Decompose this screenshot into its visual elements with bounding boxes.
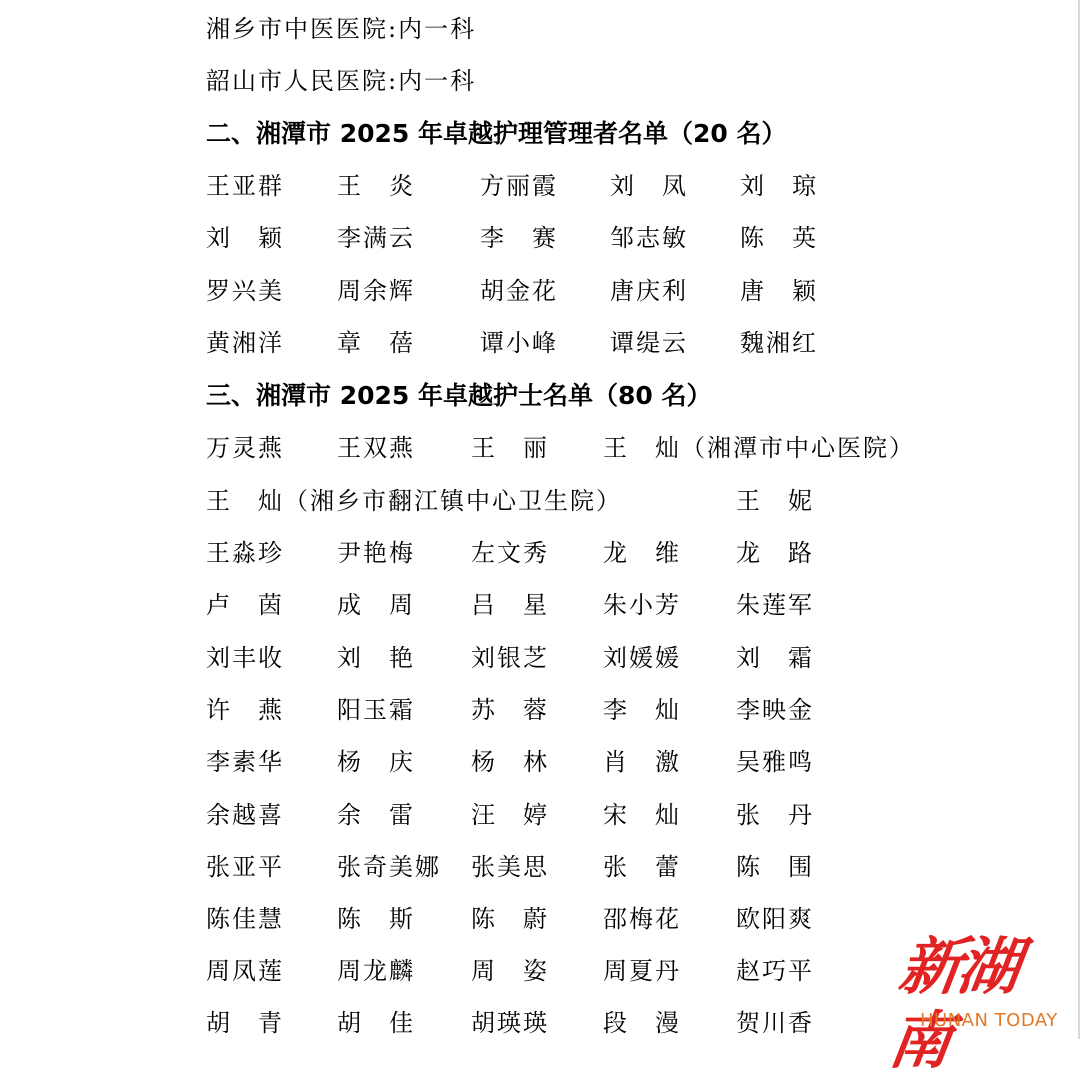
person-name: 胡 佳	[337, 1009, 415, 1037]
person-name: 刘丰收	[206, 644, 284, 672]
person-name: 余 雷	[337, 801, 415, 829]
person-name: 胡瑛瑛	[471, 1009, 549, 1037]
person-name: 王 灿（湘乡市翻江镇中心卫生院）	[206, 487, 622, 515]
person-name: 贺川香	[736, 1009, 814, 1037]
person-name: 杨 庆	[337, 748, 415, 776]
person-name: 张美思	[471, 853, 549, 881]
person-name: 陈 斯	[337, 905, 415, 933]
person-name: 刘 凤	[610, 172, 688, 200]
person-name: 万灵燕	[206, 434, 284, 462]
person-name: 龙 路	[736, 539, 814, 567]
person-name: 陈 围	[736, 853, 814, 881]
person-name: 宋 灿	[603, 801, 681, 829]
person-name: 王亚群	[206, 172, 284, 200]
person-name: 周龙麟	[337, 957, 415, 985]
person-name: 李映金	[736, 696, 814, 724]
person-name: 刘 琼	[740, 172, 818, 200]
person-name: 黄湘洋	[206, 329, 284, 357]
person-name: 周 姿	[471, 957, 549, 985]
person-name: 吕 星	[471, 591, 549, 619]
person-name: 刘 艳	[337, 644, 415, 672]
person-name: 张奇美娜	[337, 853, 441, 881]
person-name: 胡 青	[206, 1009, 284, 1037]
person-name: 左文秀	[471, 539, 549, 567]
person-name: 朱小芳	[603, 591, 681, 619]
person-name: 刘 霜	[736, 644, 814, 672]
person-name: 陈 英	[740, 224, 818, 252]
person-name: 刘媛媛	[603, 644, 681, 672]
person-name: 汪 婷	[471, 801, 549, 829]
person-name: 刘 颖	[206, 224, 284, 252]
person-name: 章 蓓	[337, 329, 415, 357]
person-name: 方丽霞	[480, 172, 558, 200]
person-name: 唐庆利	[610, 277, 688, 305]
person-name: 段 漫	[603, 1009, 681, 1037]
person-name: 王 炎	[337, 172, 415, 200]
person-name: 谭小峰	[480, 329, 558, 357]
person-name: 周余辉	[337, 277, 415, 305]
person-name: 罗兴美	[206, 277, 284, 305]
section-heading: 三、湘潭市 2025 年卓越护士名单（80 名）	[206, 381, 712, 410]
person-name: 王淼珍	[206, 539, 284, 567]
person-name: 李满云	[337, 224, 415, 252]
watermark-logo	[884, 930, 1072, 1077]
person-name: 邹志敏	[610, 224, 688, 252]
person-name: 肖 激	[603, 748, 681, 776]
person-name: 张 蕾	[603, 853, 681, 881]
person-name: 王 丽	[471, 434, 549, 462]
logo-subtitle: HUNAN TODAY	[920, 1010, 1058, 1031]
person-name: 唐 颖	[740, 277, 818, 305]
person-name: 胡金花	[480, 277, 558, 305]
person-name: 王双燕	[337, 434, 415, 462]
person-name: 朱莲军	[736, 591, 814, 619]
person-name: 王 妮	[736, 487, 814, 515]
text-line: 韶山市人民医院:内一科	[206, 67, 477, 95]
person-name: 龙 维	[603, 539, 681, 567]
person-name: 王 灿（湘潭市中心医院）	[603, 434, 915, 462]
person-name: 陈 蔚	[471, 905, 549, 933]
person-name: 李素华	[206, 748, 284, 776]
section-heading: 二、湘潭市 2025 年卓越护理管理者名单（20 名）	[206, 119, 787, 148]
person-name: 周凤莲	[206, 957, 284, 985]
person-name: 成 周	[337, 591, 415, 619]
person-name: 余越喜	[206, 801, 284, 829]
person-name: 欧阳爽	[736, 905, 814, 933]
person-name: 谭缇云	[610, 329, 688, 357]
person-name: 李 灿	[603, 696, 681, 724]
person-name: 许 燕	[206, 696, 284, 724]
person-name: 周夏丹	[603, 957, 681, 985]
person-name: 陈佳慧	[206, 905, 284, 933]
person-name: 尹艳梅	[337, 539, 415, 567]
text-line: 湘乡市中医医院:内一科	[206, 15, 477, 43]
person-name: 李 赛	[480, 224, 558, 252]
person-name: 赵巧平	[736, 957, 814, 985]
person-name: 吴雅鸣	[736, 748, 814, 776]
person-name: 阳玉霜	[337, 696, 415, 724]
person-name: 杨 林	[471, 748, 549, 776]
logo-wordmark: 新湖南	[884, 930, 1022, 1077]
person-name: 张 丹	[736, 801, 814, 829]
person-name: 魏湘红	[740, 329, 818, 357]
person-name: 张亚平	[206, 853, 284, 881]
person-name: 苏 蓉	[471, 696, 549, 724]
person-name: 刘银芝	[471, 644, 549, 672]
person-name: 卢 茵	[206, 591, 284, 619]
person-name: 邵梅花	[603, 905, 681, 933]
